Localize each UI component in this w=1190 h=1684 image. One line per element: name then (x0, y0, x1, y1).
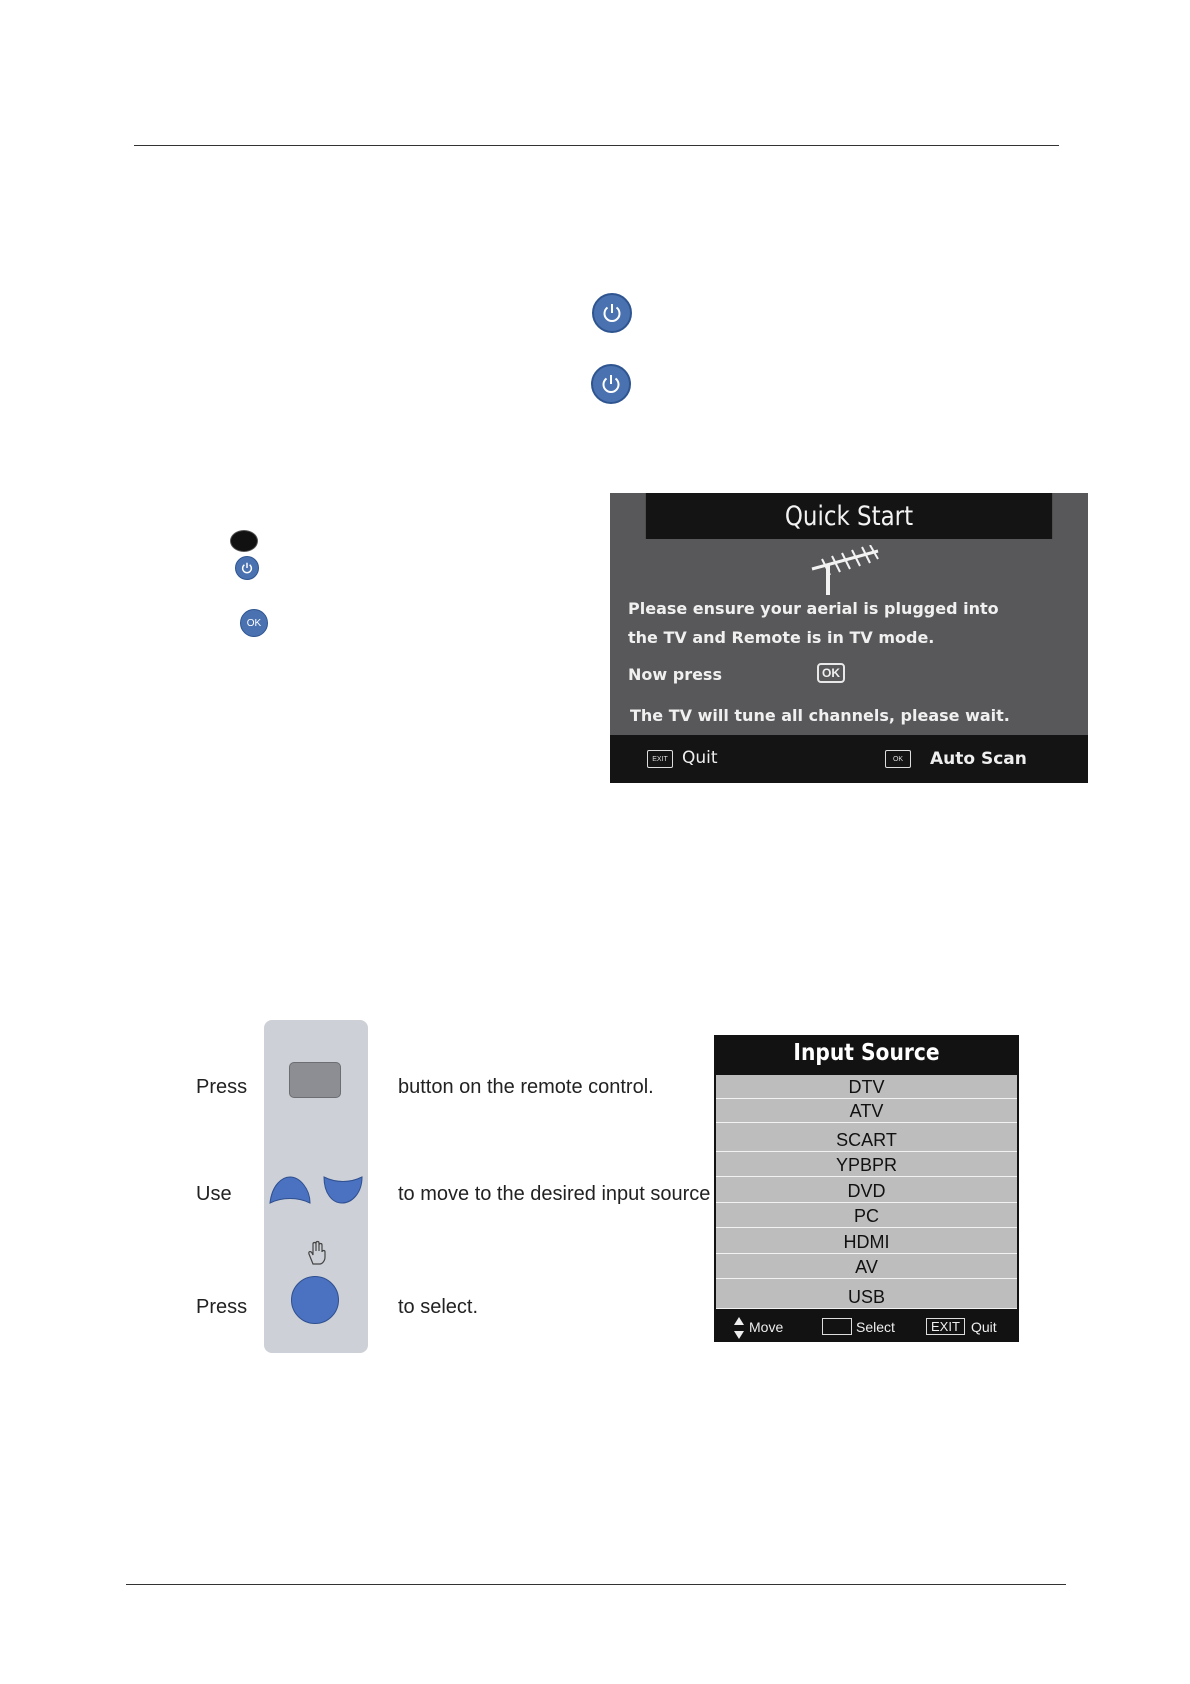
quit-label: Quit (682, 748, 718, 768)
power-icon (600, 301, 624, 325)
ok-key-icon: OK (817, 663, 845, 683)
quick-start-line-2: the TV and Remote is in TV mode. (628, 628, 935, 647)
power-icon (599, 372, 623, 396)
tune-message: The TV will tune all channels, please wait. (630, 706, 1010, 725)
quick-start-title: Quick Start (646, 493, 1052, 539)
now-press-label: Now press (628, 665, 722, 684)
input-source-item-dtv[interactable]: DTV (716, 1075, 1017, 1099)
quick-start-panel (610, 493, 1088, 783)
exit-key-icon: EXIT (926, 1318, 965, 1335)
instruction-press-2: Press (196, 1296, 248, 1318)
select-key-icon (822, 1318, 852, 1335)
input-source-item-av[interactable]: AV (716, 1254, 1017, 1279)
down-arrow-button-icon (322, 1175, 364, 1205)
ok-key-small-icon: OK (885, 750, 911, 768)
antenna-icon (808, 545, 882, 595)
quick-start-line-1: Please ensure your aerial is plugged into (628, 599, 999, 618)
input-source-item-ypbpr[interactable]: YPBPR (716, 1152, 1017, 1177)
select-label: Select (856, 1319, 895, 1335)
power-icon (240, 561, 254, 575)
auto-scan-label: Auto Scan (930, 749, 1027, 769)
instruction-press-1: Press (196, 1076, 248, 1098)
bottom-rule (126, 1584, 1066, 1585)
instruction-text-2: to move to the desired input source (398, 1183, 711, 1205)
black-button-icon (230, 530, 258, 552)
input-source-item-hdmi[interactable]: HDMI (716, 1228, 1017, 1254)
power-button-small-icon (235, 556, 259, 580)
top-rule (134, 145, 1059, 146)
remote-control-strip (264, 1020, 368, 1353)
hand-pointer-icon (305, 1240, 327, 1266)
quit-label: Quit (971, 1319, 997, 1335)
input-source-button-icon (289, 1062, 341, 1098)
instruction-text-3: to select. (398, 1296, 479, 1318)
power-button-icon (591, 364, 631, 404)
input-source-title: Input Source (793, 1040, 940, 1066)
ok-button-icon: OK (240, 609, 268, 637)
ok-button-large-icon (291, 1276, 339, 1324)
input-source-item-atv[interactable]: ATV (716, 1099, 1017, 1123)
power-button-icon (592, 293, 632, 333)
input-source-item-usb[interactable]: USB (716, 1279, 1017, 1309)
input-source-footer (714, 1312, 1019, 1342)
quick-start-footer (610, 735, 1088, 783)
input-source-item-pc[interactable]: PC (716, 1203, 1017, 1228)
exit-key-icon: EXIT (647, 750, 673, 768)
instruction-text-1: button on the remote control. (398, 1076, 654, 1098)
input-source-item-dvd[interactable]: DVD (716, 1177, 1017, 1203)
move-label: Move (749, 1319, 784, 1335)
input-source-menu (714, 1035, 1019, 1342)
up-down-arrow-icon (734, 1317, 744, 1339)
input-source-item-scart[interactable]: SCART (716, 1123, 1017, 1152)
up-arrow-button-icon (268, 1175, 312, 1205)
instruction-use: Use (196, 1183, 232, 1205)
